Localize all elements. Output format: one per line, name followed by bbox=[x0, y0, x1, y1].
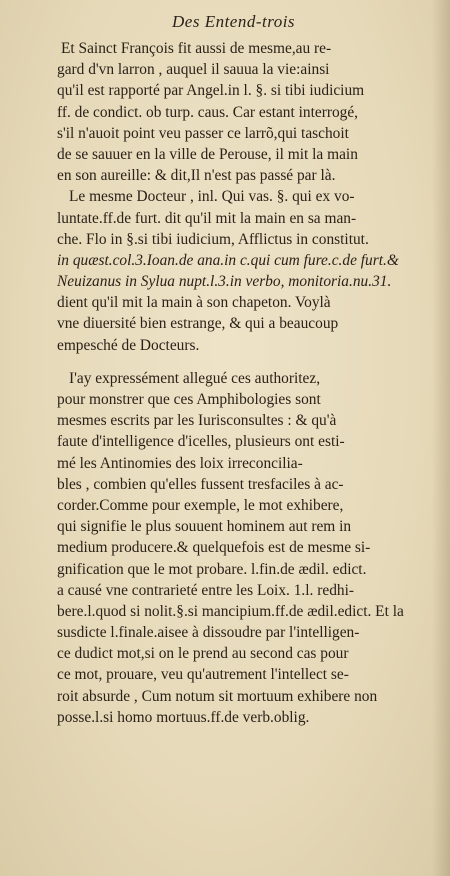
text-line: faute d'intelligence d'icelles, plusieurs ont esti- bbox=[57, 433, 345, 451]
paragraph-gap bbox=[57, 356, 427, 368]
page-body bbox=[57, 38, 427, 728]
text-line: dient qu'il mit la main à son chapeton. Voylà bbox=[57, 294, 331, 312]
text-line: luntate.ff.de furt. dit qu'il mit la main en sa man- bbox=[57, 209, 357, 227]
page-edge-shadow bbox=[432, 0, 450, 876]
text-line: bles , combien qu'elles fussent tresfaciles à ac- bbox=[57, 475, 344, 493]
text-line: posse.l.si homo mortuus.ff.de verb.oblig. bbox=[57, 708, 310, 726]
text-line: ce dudict mot,si on le prend au second cas pour bbox=[57, 645, 349, 663]
text-line: empesché de Docteurs. bbox=[57, 336, 200, 354]
text-line: mesmes escrits par les Iurisconsultes : & qu'à bbox=[57, 412, 337, 430]
running-header: Des Entend-trois bbox=[172, 12, 296, 31]
text-line: de se sauuer en la ville de Perouse, il mit la main bbox=[57, 145, 358, 163]
text-line: pour monstrer que ces Amphibologies sont bbox=[57, 391, 321, 408]
text-line: ce mot, prouare, veu qu'autrement l'intellect se- bbox=[57, 666, 349, 684]
paragraph-2 bbox=[57, 186, 427, 356]
text-line: corder.Comme pour exemple, le mot exhibere, bbox=[57, 496, 344, 514]
text-line: s'il n'auoit point veu passer ce larrõ,qui taschoit bbox=[57, 124, 349, 142]
paragraph-1 bbox=[57, 38, 427, 186]
text-line: bere.l.quod si nolit.§.si mancipium.ff.de ædil.edict. Et la bbox=[57, 602, 404, 620]
text-line: susdicte l.finale.aisee à dissoudre par l'intelligen- bbox=[57, 624, 360, 642]
text-line: gard d'vn larron , auquel il sauua la vie:ainsi bbox=[57, 61, 330, 79]
text-line: en son aureille: & dit,Il n'est pas passé par là. bbox=[57, 167, 336, 185]
text-line: Le mesme Docteur , inl. Qui vas. §. qui ex vo- bbox=[69, 188, 355, 206]
text-line: che. Flo in §.si tibi iudicium, Afflictus in constitut. bbox=[57, 230, 369, 248]
text-line: a causé vne contrarieté entre les Loix. 1.l. redhi- bbox=[57, 581, 354, 599]
text-line: medium producere.& quelquefois est de mesme si- bbox=[57, 539, 371, 557]
text-line: ff. de condict. ob turp. caus. Car estant interrogé, bbox=[57, 103, 359, 121]
text-line: vne diuersité bien estrange, & qui a beaucoup bbox=[57, 315, 339, 333]
text-line: mé les Antinomies des loix irreconcilia- bbox=[57, 454, 303, 472]
text-line: roit absurde , Cum notum sit mortuum exhibere non bbox=[57, 687, 378, 705]
paragraph-3 bbox=[57, 368, 427, 728]
text-line: Et Sainct François fit aussi de mesme,au re- bbox=[61, 40, 332, 57]
text-line: gnification que le mot probare. l.fin.de ædil. edict. bbox=[57, 560, 367, 578]
text-line: qu'il est rapporté par Angel.in l. §. si tibi iudicium bbox=[57, 82, 365, 100]
text-line: qui signifie le plus souuent hominem aut rem in bbox=[57, 518, 352, 536]
text-line: in quæst.col.3.Ioan.de ana.in c.qui cum fure.c.de furt.& bbox=[57, 251, 399, 269]
text-line: Neuizanus in Sylua nupt.l.3.in verbo, monitoria.nu.31. bbox=[57, 273, 392, 291]
text-line: I'ay expressément allegué ces authoritez, bbox=[69, 369, 321, 387]
